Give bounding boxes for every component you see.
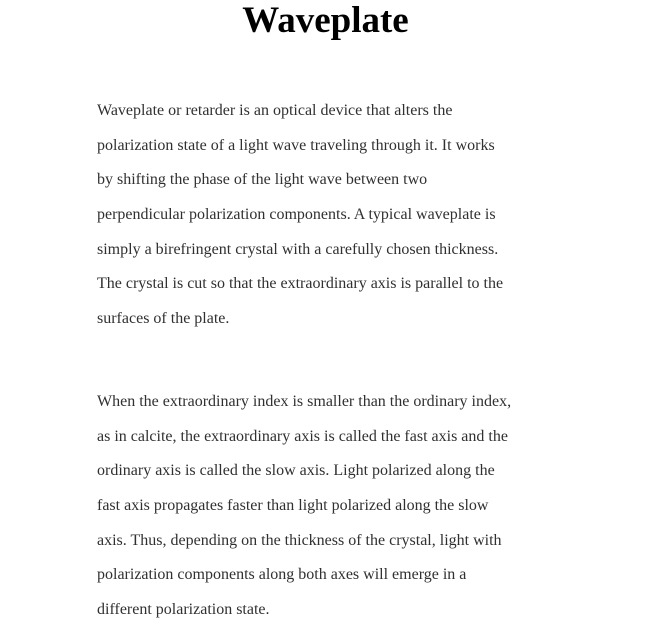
paragraph-line: fast axis propagates faster than light polarized along the slow <box>97 497 489 515</box>
paragraph-line: polarization components along both axes will emerge in a <box>97 566 467 584</box>
paragraph-line: When the extraordinary index is smaller than the ordinary index, <box>97 393 512 410</box>
paragraph-line: axis. Thus, depending on the thickness of the crystal, light with <box>97 531 502 549</box>
paragraph-line: polarization state of a light wave traveling through it. It works <box>97 136 495 154</box>
paragraph-line: The crystal is cut so that the extraordinary axis is parallel to the <box>97 275 504 293</box>
paragraph-1 <box>97 101 503 344</box>
paragraph-line: ordinary axis is called the slow axis. Light polarized along the <box>97 462 495 480</box>
page-title: Waveplate <box>242 0 409 41</box>
paragraph-2 <box>97 392 511 635</box>
paragraph-line: perpendicular polarization components. A typical waveplate is <box>97 206 496 224</box>
paragraph-line: simply a birefringent crystal with a carefully chosen thickness. <box>97 240 499 258</box>
paragraph-line: different polarization state. <box>97 601 270 619</box>
paragraph-line: by shifting the phase of the light wave between two <box>97 171 428 189</box>
paragraph-line: Waveplate or retarder is an optical device that alters the <box>97 102 453 119</box>
paragraph-line: as in calcite, the extraordinary axis is called the fast axis and the <box>97 427 508 445</box>
paragraph-line: surfaces of the plate. <box>97 310 230 328</box>
